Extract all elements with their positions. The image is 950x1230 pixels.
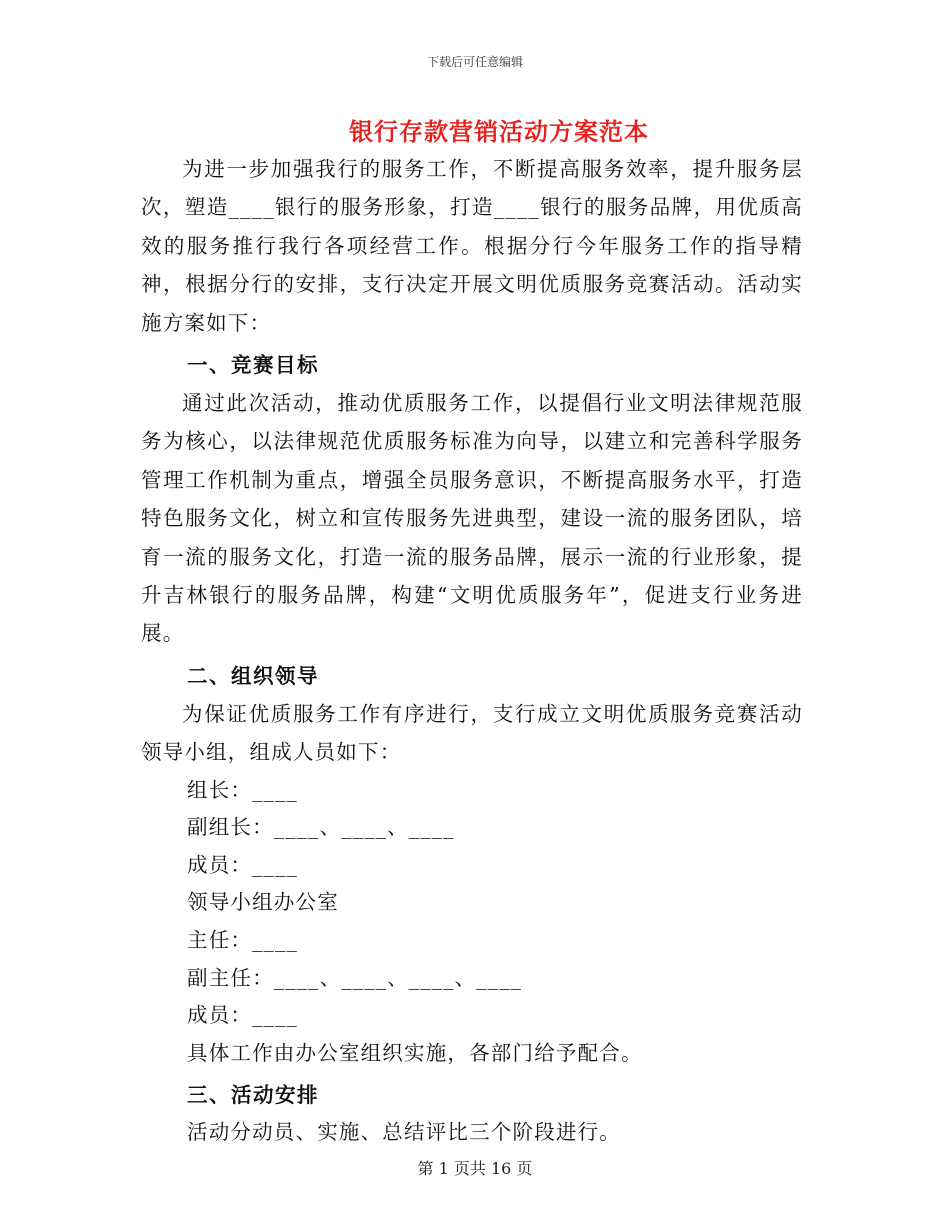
director-line: 主任：____ — [187, 928, 298, 953]
office-line: 领导小组办公室 — [187, 890, 339, 915]
document-title: 银行存款营销活动方案范本 — [349, 117, 649, 146]
document-body — [141, 150, 803, 1152]
goal-paragraph: 通过此次活动，推动优质服务工作，以提倡行业文明法律规范服务为核心，以法律规范优质服务标准为向导，以建立和完善科学服务管理工作机制为重点，增强全员服务意识，不断提高服务水平，打造特色服务文化，树立和宣传服务先进典型，建设一流的服务团队，培育一流的服务文化，打造一流的服务品牌，展示一流的行业形象，提升吉林银行的服务品牌，构建“文明优质服务年”，促进支行业务进展。 — [141, 391, 803, 646]
implementation-line: 具体工作由办公室组织实施，各部门给予配合。 — [187, 1040, 643, 1065]
intro-paragraph: 为进一步加强我行的服务工作，不断提高服务效率，提升服务层次，塑造____银行的服务形象，打造____银行的服务品牌，用优质高效的服务推行我行各项经营工作。根据分行今年服务工作的指导精神，根据分行的安排，支行决定开展文明优质服务竞赛活动。活动实施方案如下： — [141, 157, 803, 335]
office-members-line: 成员：____ — [187, 1003, 298, 1028]
deputy-director-line: 副主任：____、____、____、____ — [187, 965, 523, 990]
section-heading-arrangement: 三、活动安排 — [187, 1083, 319, 1108]
header-note: 下载后可任意编辑 — [426, 55, 523, 69]
organization-paragraph: 为保证优质服务工作有序进行，支行成立文明优质服务竞赛活动领导小组，组成人员如下： — [141, 701, 803, 765]
section-heading-organization: 二、组织领导 — [187, 663, 319, 688]
deputy-leader-line: 副组长：____、____、____ — [187, 815, 455, 840]
leader-line: 组长：____ — [187, 777, 298, 802]
arrangement-line: 活动分动员、实施、总结评比三个阶段进行。 — [187, 1120, 621, 1145]
section-heading-goal: 一、竞赛目标 — [187, 353, 319, 378]
members-line: 成员：____ — [187, 852, 298, 877]
page-footer: 第 1 页共 16 页 — [417, 1159, 533, 1178]
